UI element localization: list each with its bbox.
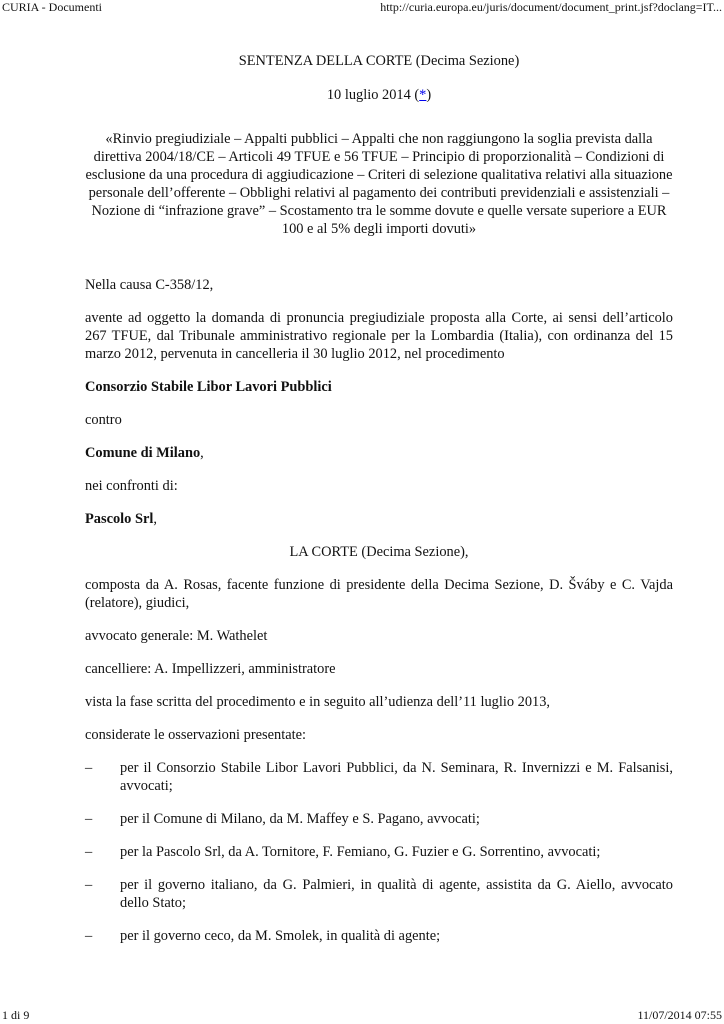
procedure-text: vista la fase scritta del procedimento e in seguito all’udienza dell’11 luglio 2013, bbox=[85, 694, 551, 710]
observation-item bbox=[85, 876, 673, 912]
date-text: 10 luglio 2014 ( bbox=[326, 87, 420, 103]
observation-item bbox=[85, 927, 673, 945]
court-composition: composta da A. Rosas, facente funzione di presidente della Decima Sezione, D. Šváby e C. Vajda (relatore), giudici, bbox=[85, 577, 673, 611]
observation-text: per il Comune di Milano, da M. Maffey e S. Pagano, avvocati; bbox=[120, 811, 480, 827]
observation-text: per il governo italiano, da G. Palmieri, in qualità di agente, assistita da G. Aiello, avvocato dello Stato; bbox=[120, 877, 673, 911]
party-defendant-suffix: , bbox=[200, 445, 204, 461]
party-defendant bbox=[85, 444, 673, 462]
case-object: avente ad oggetto la domanda di pronuncia pregiudiziale proposta alla Corte, ai sensi dell’articolo 267 TFUE, dal Tribunale amministrativo regionale per la Lombardia (Italia), con ordinanza del 15 marzo 2012, pervenuta in cancelleria il 30 luglio 2012, nel procedimento bbox=[85, 310, 673, 362]
case-number: Nella causa C‑358/12, bbox=[85, 277, 214, 293]
list-dash: – bbox=[85, 844, 93, 860]
observation-text: per il governo ceco, da M. Smolek, in qualità di agente; bbox=[120, 928, 441, 944]
list-dash: – bbox=[85, 811, 93, 827]
party-intervener bbox=[85, 510, 673, 528]
observation-item bbox=[85, 843, 673, 861]
observation-text: per la Pascolo Srl, da A. Tornitore, F. Femiano, G. Fuzier e G. Sorrentino, avvocati; bbox=[120, 844, 601, 860]
date-close: ) bbox=[426, 87, 432, 103]
observation-item bbox=[85, 810, 673, 828]
judgment-date bbox=[85, 86, 673, 104]
party-intervener-suffix: , bbox=[153, 511, 157, 527]
observation-item bbox=[85, 759, 673, 795]
footnote-link[interactable]: * bbox=[419, 87, 427, 103]
list-dash: – bbox=[85, 760, 93, 776]
intervener-intro: nei confronti di: bbox=[85, 478, 178, 494]
list-dash: – bbox=[85, 928, 93, 944]
party-defendant-name: Comune di Milano bbox=[85, 445, 201, 461]
observations-intro: considerate le osservazioni presentate: bbox=[85, 727, 306, 743]
document-body bbox=[85, 50, 673, 945]
list-dash: – bbox=[85, 877, 93, 893]
judgment-subject: «Rinvio pregiudiziale – Appalti pubblici – Appalti che non raggiungono la soglia prevista dalla direttiva 2004/18/CE – Articoli 49 TFUE e 56 TFUE – Principio di proporzionalità – Condizioni di esclusione da una procedura di aggiudicazione – Criteri di selezione qualitativa relativi alla situazione personale dell’offerente – Obblighi relativi al pagamento dei contributi previdenziali e assistenziali – Nozione di “infrazione grave” – Scostamento tra le somme dovute e quelle versate superiore a EUR 100 e al 5% degli importi dovuti» bbox=[85, 131, 673, 237]
observation-text: per il Consorzio Stabile Libor Lavori Pubblici, da N. Seminara, R. Invernizzi e M. Falsanisi, avvocati; bbox=[120, 760, 673, 794]
print-header-url: http://curia.europa.eu/juris/document/document_print.jsf?doclang=IT... bbox=[380, 0, 722, 14]
print-header-title: CURIA - Documenti bbox=[2, 0, 102, 14]
page-counter: 1 di 9 bbox=[2, 1008, 30, 1022]
print-timestamp: 11/07/2014 07:55 bbox=[637, 1008, 722, 1022]
court-heading: LA CORTE (Decima Sezione), bbox=[289, 544, 469, 560]
judgment-title: SENTENZA DELLA CORTE (Decima Sezione) bbox=[238, 53, 520, 69]
versus-text: contro bbox=[85, 412, 122, 428]
party-applicant bbox=[85, 378, 673, 396]
registrar: cancelliere: A. Impellizzeri, amministratore bbox=[85, 661, 336, 677]
party-intervener-name: Pascolo Srl bbox=[85, 511, 154, 527]
advocate-general: avvocato generale: M. Wathelet bbox=[85, 628, 268, 644]
party-applicant-name: Consorzio Stabile Libor Lavori Pubblici bbox=[85, 379, 332, 395]
